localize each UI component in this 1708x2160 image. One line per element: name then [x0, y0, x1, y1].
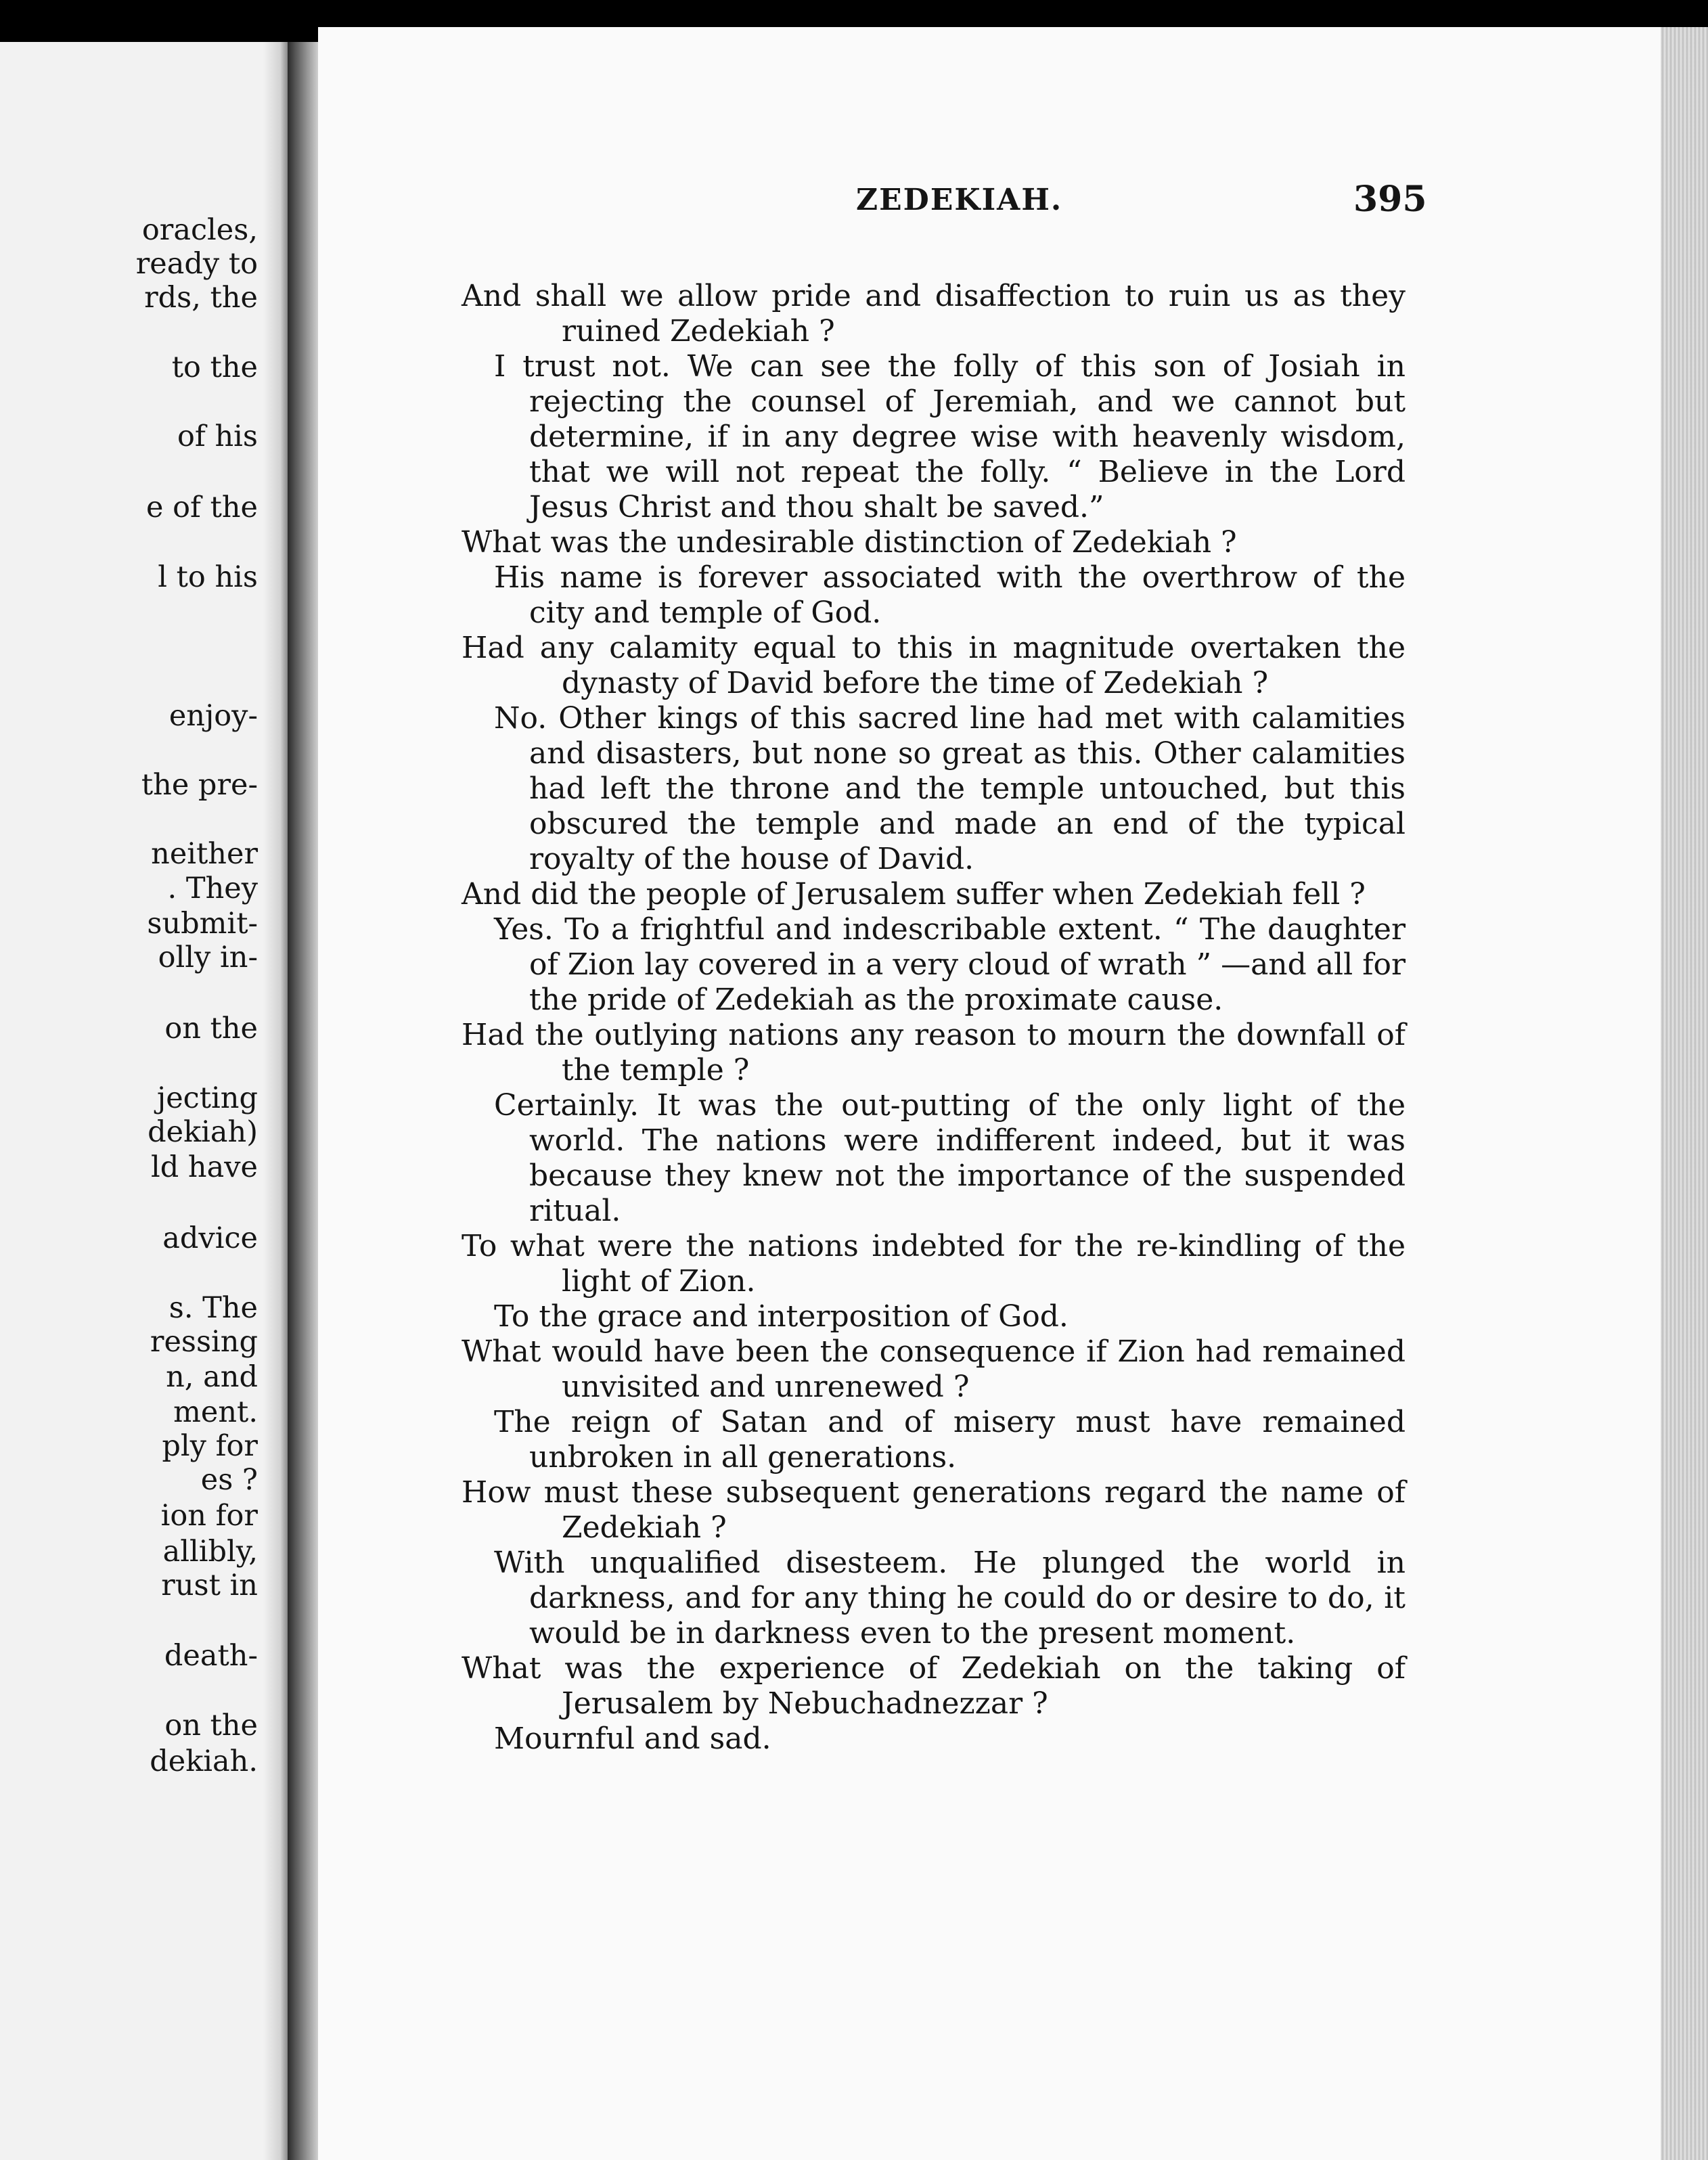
running-head: [318, 179, 1708, 230]
left-page-line: dekiah.: [150, 1745, 258, 1778]
answer-paragraph: His name is forever associated with the overthrow of the city and temple of God.: [494, 560, 1406, 630]
left-page-line: advice: [162, 1221, 258, 1255]
left-page-line: allibly,: [162, 1535, 258, 1569]
right-page: [318, 27, 1708, 2160]
question-paragraph: And did the people of Jerusalem suffer when Zedekiah fell ?: [462, 877, 1366, 912]
left-page-line: ment.: [173, 1395, 258, 1429]
answer-paragraph: Yes. To a frightful and indescribable extent. “ The daughter of Zion lay covered in a very cloud of wrath ” —and all for the pride of Zedekiah as the proximate cause.: [494, 912, 1406, 1017]
left-page-line: es ?: [200, 1463, 258, 1497]
left-page-line: e of the: [145, 491, 258, 524]
question-paragraph: What was the experience of Zedekiah on the taking of Jerusalem by Nebuchadnezzar ?: [462, 1651, 1406, 1721]
left-page-line: rds, the: [144, 281, 258, 315]
question-paragraph: Had the outlying nations any reason to mourn the downfall of the temple ?: [462, 1018, 1406, 1087]
question-paragraph: How must these subsequent generations regard the name of Zedekiah ?: [462, 1475, 1406, 1545]
left-page-line: ready to: [135, 247, 258, 281]
left-page-line: enjoy-: [168, 699, 258, 733]
left-page-line: on the: [164, 1012, 258, 1045]
left-page-line: l to his: [158, 560, 258, 594]
left-page-line: of his: [177, 420, 258, 453]
question-paragraph: What would have been the consequence if Zion had remained unvisited and unrenewed ?: [462, 1334, 1406, 1404]
left-page-line: ressing: [150, 1325, 258, 1359]
answer-paragraph: To the grace and interposition of God.: [494, 1299, 1069, 1334]
left-page-line: s. The: [168, 1291, 258, 1325]
page-number: 395: [1353, 179, 1427, 220]
answer-paragraph: With unqualified disesteem. He plunged the world in darkness, and for any thing he could do or desire to do, it would be in darkness even to the present moment.: [494, 1546, 1406, 1650]
question-paragraph: Had any calamity equal to this in magnitude overtaken the dynasty of David before the time of Zedekiah ?: [462, 631, 1406, 700]
running-title: ZEDEKIAH.: [856, 183, 1063, 217]
left-page-line: submit-: [147, 907, 258, 941]
question-paragraph: And shall we allow pride and disaffection to ruin us as they ruined Zedekiah ?: [462, 279, 1406, 348]
page-gutter: [288, 42, 318, 2160]
left-page-line: oracles,: [141, 213, 258, 247]
left-page-line: jecting: [156, 1081, 258, 1115]
left-page-line: ld have: [150, 1150, 258, 1184]
left-page-line: dekiah): [148, 1115, 258, 1149]
answer-paragraph: The reign of Satan and of misery must have remained unbroken in all generations.: [494, 1405, 1406, 1475]
gutter-shadow: [263, 42, 288, 2160]
question-paragraph: To what were the nations indebted for the re-kindling of the light of Zion.: [462, 1229, 1406, 1299]
left-page-line: ply for: [162, 1429, 258, 1463]
left-page-line: olly in-: [158, 941, 258, 974]
left-page-line: rust in: [161, 1569, 258, 1602]
left-page-line: neither: [151, 837, 258, 871]
left-page-fragment: [0, 42, 288, 2160]
left-page-line: ion for: [160, 1499, 258, 1533]
left-page-line: to the: [171, 351, 258, 384]
page-edges: [1661, 27, 1708, 2160]
left-page-line: n, and: [166, 1360, 258, 1394]
left-page-line: death-: [164, 1639, 258, 1673]
question-paragraph: What was the undesirable distinction of Zedekiah ?: [462, 525, 1237, 560]
answer-paragraph: Certainly. It was the out-putting of the only light of the world. The nations were indifferent indeed, but it was because they knew not the importance of the suspended ritual.: [494, 1088, 1406, 1228]
answer-paragraph: No. Other kings of this sacred line had met with calamities and disasters, but none so great as this. Other calamities had left the throne and the temple untouched, but this obscured the temple and made an end of the typical royalty of the house of David.: [494, 701, 1406, 876]
left-page-line: . They: [167, 872, 258, 905]
answer-paragraph: I trust not. We can see the folly of this son of Josiah in rejecting the counsel of Jeremiah, and we cannot but determine, if in any degree wise with heavenly wisdom, that we will not repeat the folly. “ Believe in the Lord Jesus Christ and thou shalt be saved.”: [494, 349, 1406, 524]
answer-paragraph: Mournful and sad.: [494, 1722, 771, 1756]
catechism-text: [462, 279, 1406, 1757]
left-page-line: the pre-: [141, 768, 258, 802]
left-page-line: on the: [164, 1709, 258, 1742]
